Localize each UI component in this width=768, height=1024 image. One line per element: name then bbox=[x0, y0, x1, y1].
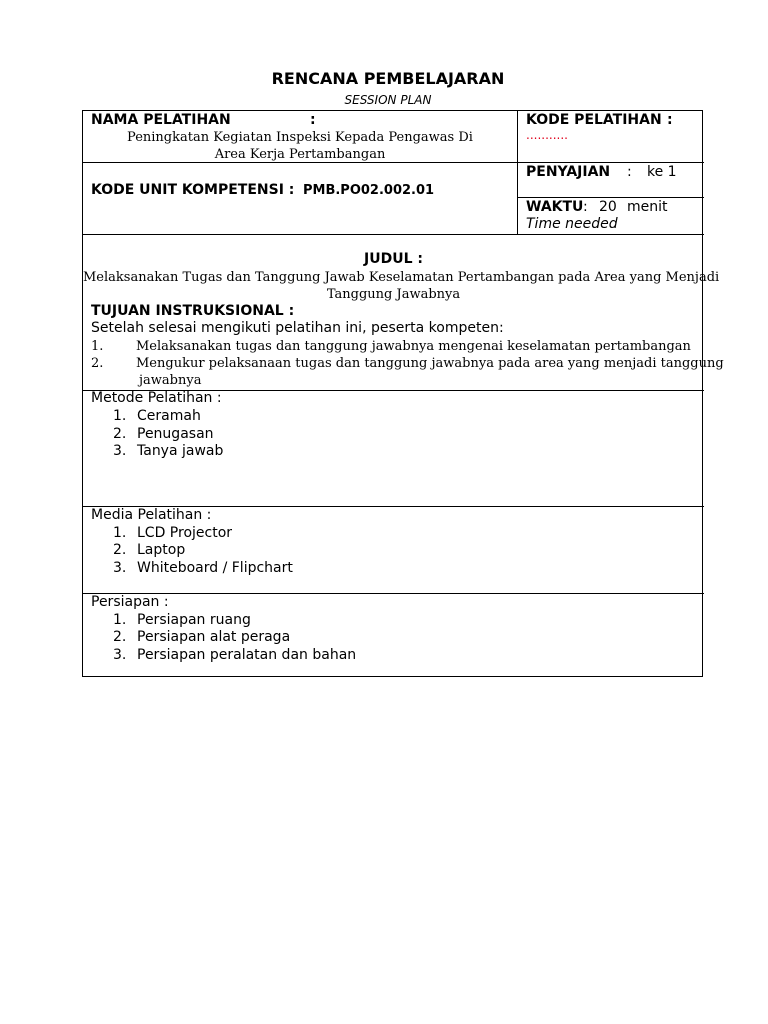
row-divider bbox=[83, 234, 704, 235]
kode-pelatihan-label: KODE PELATIHAN bbox=[526, 112, 662, 128]
waktu-label: WAKTU bbox=[526, 199, 584, 215]
persiapan-label: Persiapan : bbox=[91, 594, 169, 610]
metode-item-text: Tanya jawab bbox=[137, 443, 224, 459]
tujuan-label: TUJUAN INSTRUKSIONAL : bbox=[91, 303, 295, 319]
column-divider bbox=[517, 111, 518, 234]
media-item-number: 1. bbox=[113, 525, 127, 541]
media-item-text: Whiteboard / Flipchart bbox=[137, 560, 293, 576]
row-divider bbox=[83, 162, 517, 163]
nama-pelatihan-value-line1: Peningkatan Kegiatan Inspeksi Kepada Pengawas Di bbox=[127, 130, 473, 145]
media-item-number: 3. bbox=[113, 560, 127, 576]
nama-pelatihan-colon: : bbox=[310, 112, 316, 128]
row-divider bbox=[517, 197, 704, 198]
penyajian-label: PENYAJIAN bbox=[526, 164, 611, 180]
penyajian-value: ke 1 bbox=[647, 164, 677, 180]
document-title: RENCANA PEMBELAJARAN bbox=[271, 69, 505, 88]
tujuan-intro: Setelah selesai mengikuti pelatihan ini, peserta kompeten: bbox=[91, 320, 504, 336]
tujuan-item-text: Melaksanakan tugas dan tanggung jawabnya mengenai keselamatan pertambangan bbox=[136, 339, 691, 354]
penyajian-colon: : bbox=[627, 164, 632, 180]
persiapan-item-number: 1. bbox=[113, 612, 127, 628]
persiapan-item-text: Persiapan ruang bbox=[137, 612, 251, 628]
tujuan-item-text-continued: jawabnya bbox=[139, 373, 202, 388]
kode-pelatihan-value: ........... bbox=[526, 128, 568, 142]
waktu-colon: : bbox=[583, 199, 588, 215]
media-item-text: Laptop bbox=[137, 542, 186, 558]
tujuan-item-number: 2. bbox=[91, 356, 104, 371]
metode-item-number: 2. bbox=[113, 426, 127, 442]
session-plan-table bbox=[82, 110, 724, 677]
row-divider bbox=[83, 593, 704, 594]
row-divider bbox=[517, 162, 704, 163]
metode-item-number: 1. bbox=[113, 408, 127, 424]
persiapan-item-text: Persiapan peralatan dan bahan bbox=[137, 647, 357, 663]
metode-item-number: 3. bbox=[113, 443, 127, 459]
waktu-value: 20 bbox=[599, 199, 617, 215]
waktu-caption: Time needed bbox=[526, 216, 618, 232]
tujuan-item-number: 1. bbox=[91, 339, 104, 354]
media-item-text: LCD Projector bbox=[137, 525, 233, 541]
media-label: Media Pelatihan : bbox=[91, 507, 212, 523]
judul-label: JUDUL : bbox=[364, 251, 423, 267]
tujuan-item-text: Mengukur pelaksanaan tugas dan tanggung jawabnya pada area yang menjadi tanggung bbox=[136, 356, 724, 371]
waktu-unit: menit bbox=[627, 199, 668, 215]
persiapan-item-number: 3. bbox=[113, 647, 127, 663]
metode-item-text: Penugasan bbox=[137, 426, 214, 442]
metode-item-text: Ceramah bbox=[137, 408, 201, 424]
document-subtitle: SESSION PLAN bbox=[344, 93, 432, 107]
media-item-number: 2. bbox=[113, 542, 127, 558]
kode-pelatihan-colon: : bbox=[667, 112, 673, 128]
kode-unit-label: KODE UNIT KOMPETENSI : bbox=[91, 182, 295, 198]
kode-unit-value: PMB.PO02.002.01 bbox=[303, 183, 435, 198]
judul-line2: Tanggung Jawabnya bbox=[326, 287, 461, 302]
nama-pelatihan-value-line2: Area Kerja Pertambangan bbox=[214, 147, 386, 162]
nama-pelatihan-label: NAMA PELATIHAN bbox=[91, 112, 231, 128]
persiapan-item-number: 2. bbox=[113, 629, 127, 645]
persiapan-item-text: Persiapan alat peraga bbox=[137, 629, 291, 645]
metode-label: Metode Pelatihan : bbox=[91, 390, 222, 406]
judul-line1: Melaksanakan Tugas dan Tanggung Jawab Keselamatan Pertambangan pada Area yang Menjadi bbox=[83, 270, 720, 285]
